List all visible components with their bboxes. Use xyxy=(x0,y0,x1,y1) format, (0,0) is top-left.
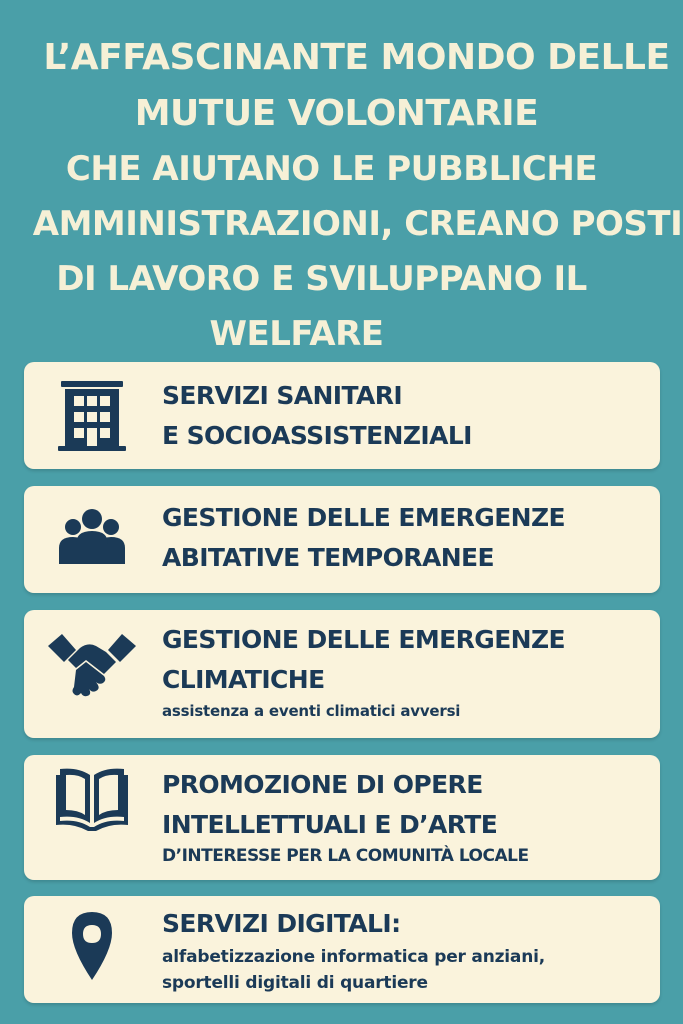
card-servizi-sanitari xyxy=(24,362,660,469)
card-subtext: alfabetizzazione informatica per anziani, xyxy=(162,947,545,967)
card-servizi-digitali xyxy=(24,896,660,1003)
building-icon xyxy=(54,378,130,454)
card-subtext: D’INTERESSE PER LA COMUNITÀ LOCALE xyxy=(162,846,529,866)
card-heading: E SOCIOASSISTENZIALI xyxy=(162,421,472,450)
card-heading: GESTIONE DELLE EMERGENZE xyxy=(162,503,565,532)
card-subtext: assistenza a eventi climatici avversi xyxy=(162,702,461,720)
card-emergenze-climatiche xyxy=(24,610,660,738)
card-subtext: sportelli digitali di quartiere xyxy=(162,973,428,993)
title-line: DI LAVORO E SVILUPPANO IL xyxy=(56,259,587,299)
handshake-icon xyxy=(46,624,138,700)
title-line: MUTUE VOLONTARIE xyxy=(134,93,539,134)
card-heading: INTELLETTUALI E D’ARTE xyxy=(162,810,498,839)
card-heading: CLIMATICHE xyxy=(162,665,325,694)
open-book-icon xyxy=(54,759,130,835)
card-emergenze-abitative xyxy=(24,486,660,593)
title-line: AMMINISTRAZIONI, CREANO POSTI xyxy=(32,204,683,244)
card-heading: SERVIZI DIGITALI: xyxy=(162,909,401,938)
title-line: CHE AIUTANO LE PUBBLICHE xyxy=(65,149,598,189)
poster-title xyxy=(0,30,683,362)
card-heading: SERVIZI SANITARI xyxy=(162,381,403,410)
title-line: L’AFFASCINANTE MONDO DELLE xyxy=(43,37,670,78)
location-pin-icon xyxy=(54,908,130,984)
card-opere-intellettuali xyxy=(24,755,660,880)
title-line: WELFARE xyxy=(209,314,384,354)
card-heading: GESTIONE DELLE EMERGENZE xyxy=(162,625,565,654)
people-group-icon xyxy=(54,500,130,576)
card-heading: ABITATIVE TEMPORANEE xyxy=(162,543,494,572)
card-heading: PROMOZIONE DI OPERE xyxy=(162,770,483,799)
